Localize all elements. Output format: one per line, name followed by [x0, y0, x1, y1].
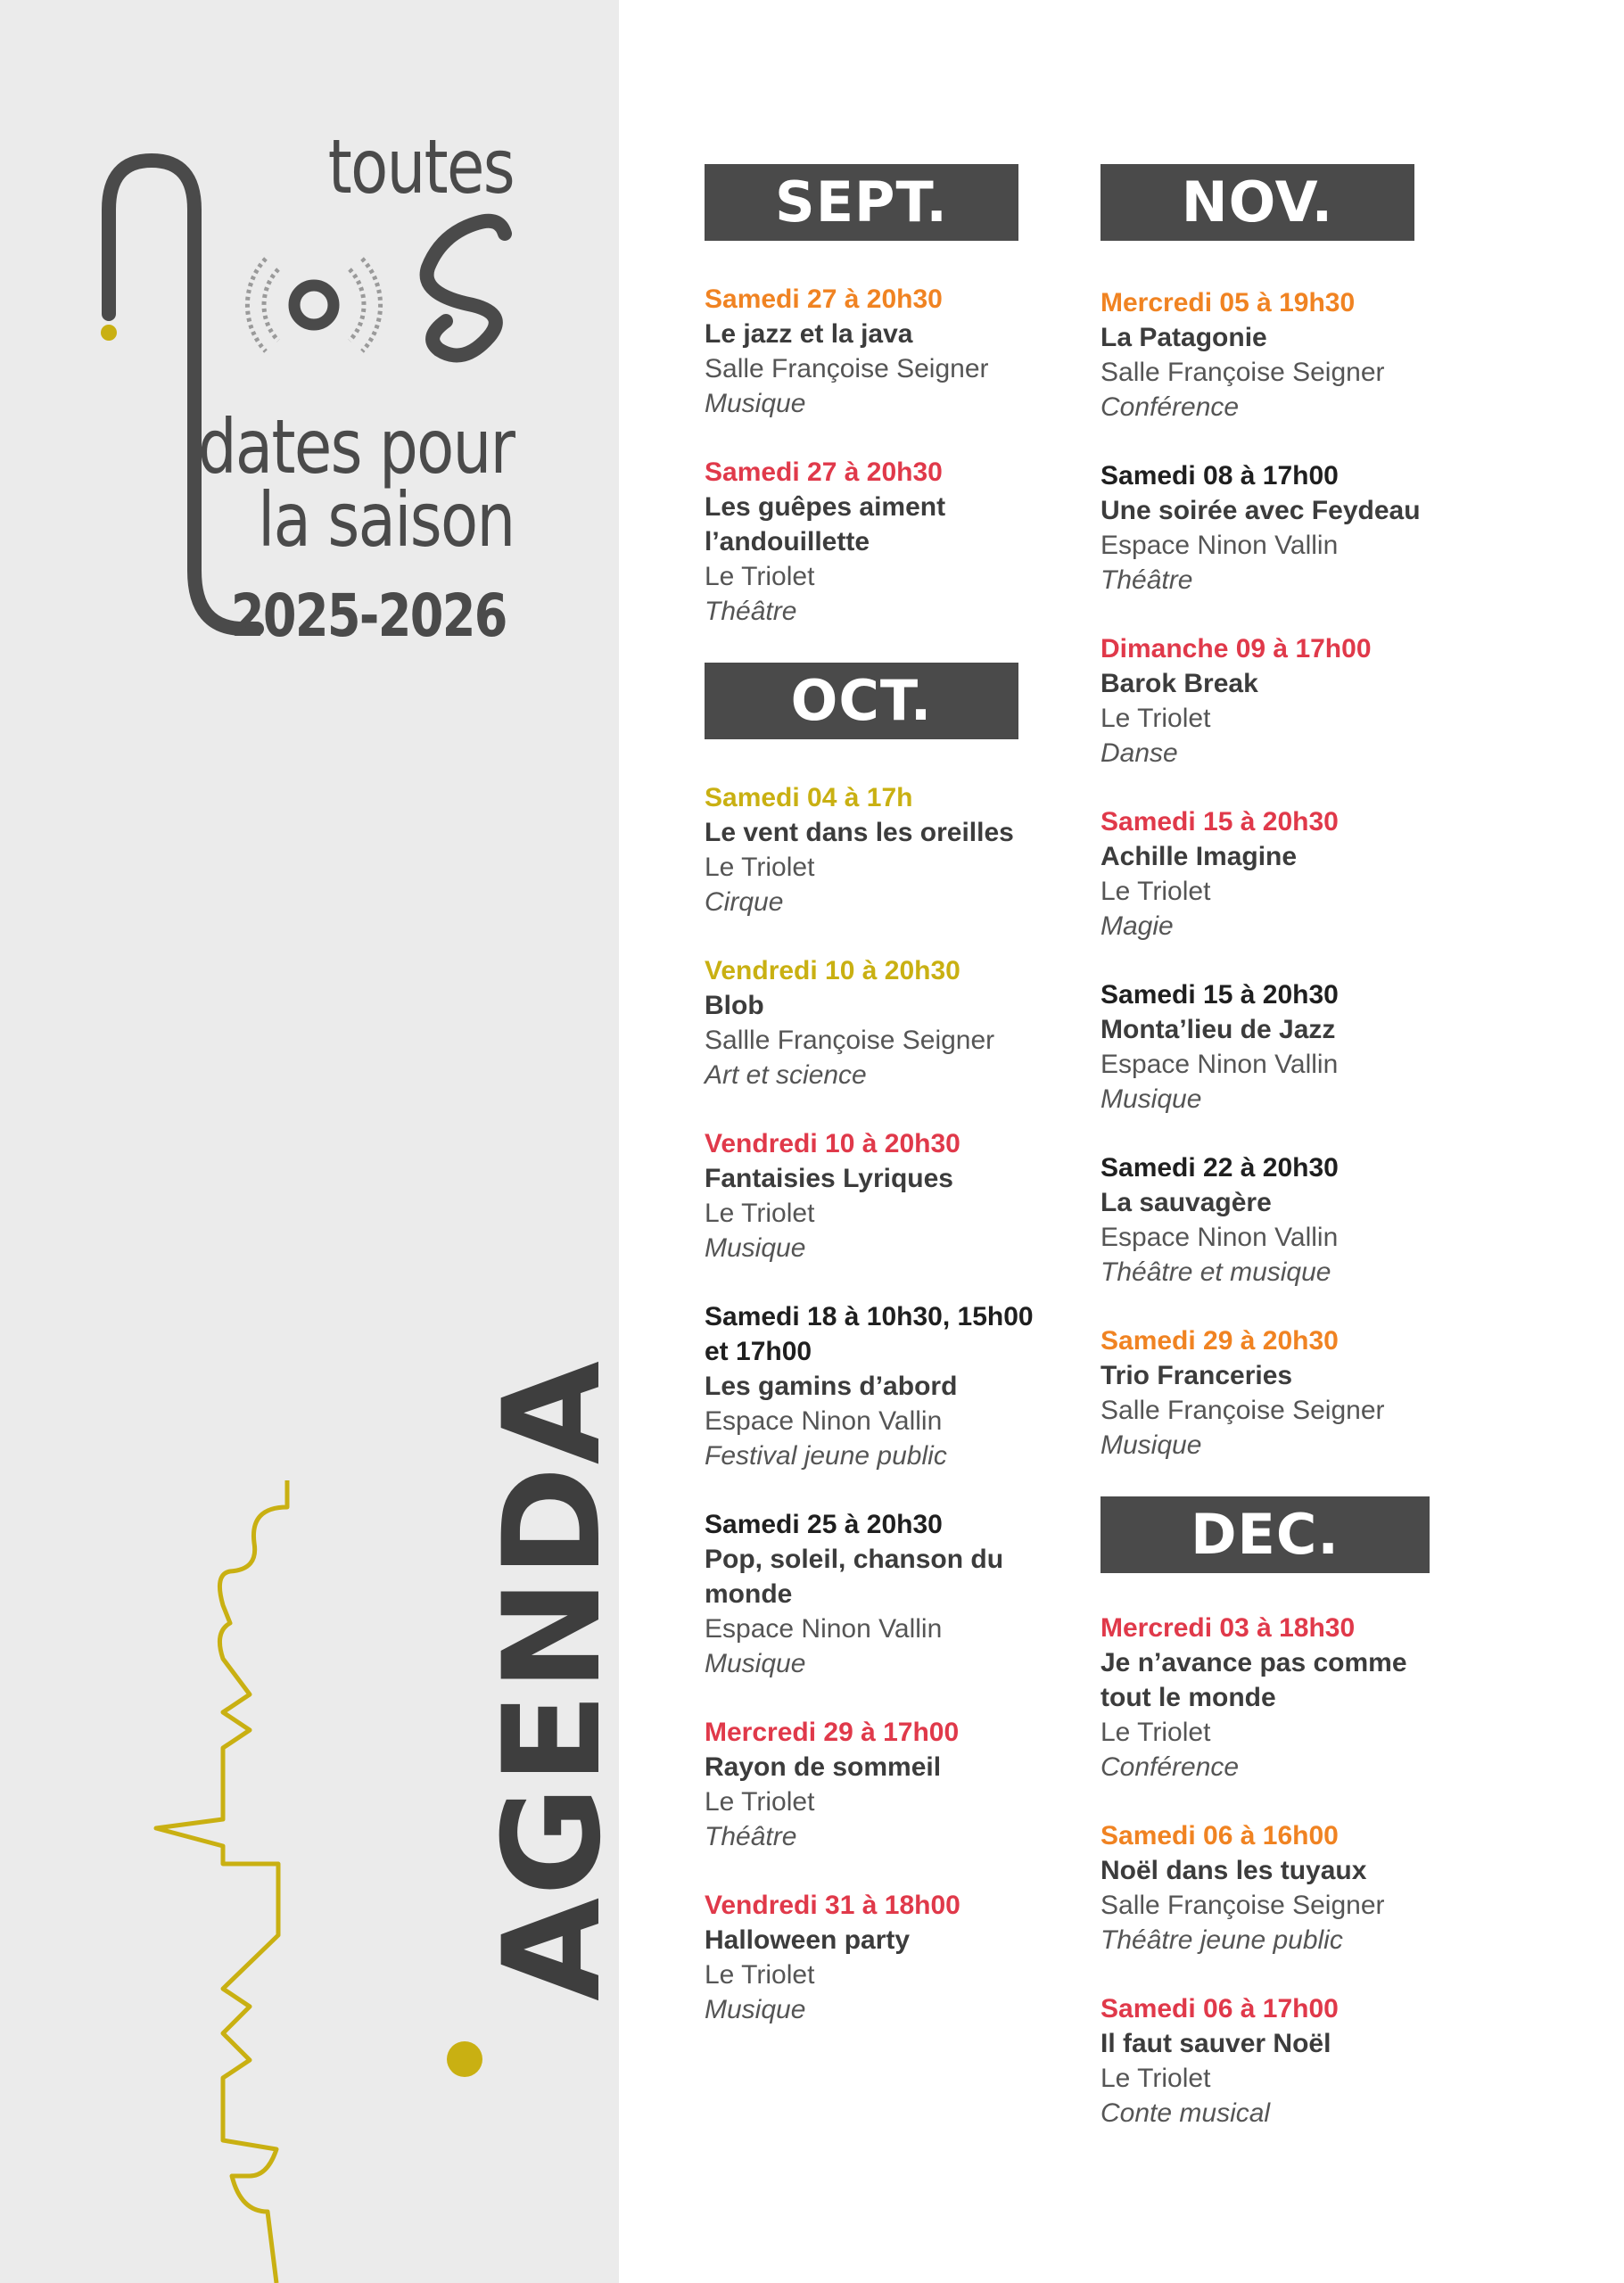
event-title: Achille Imagine	[1101, 842, 1298, 871]
event-title: Monta’lieu de Jazz	[1101, 1015, 1336, 1044]
event-venue: Le Triolet	[705, 562, 815, 591]
event-genre: Cirque	[705, 887, 784, 917]
agenda-column-left	[705, 164, 1043, 2061]
event-date: Samedi 22 à 20h30	[1101, 1153, 1339, 1183]
event-venue: Salle Françoise Seigner	[1101, 358, 1385, 387]
event-venue: Salle Françoise Seigner	[705, 354, 989, 383]
event-genre: Théâtre	[705, 1822, 797, 1851]
event-genre: Magie	[1101, 911, 1174, 941]
event-title: Une soirée avec Feydeau	[1101, 496, 1421, 525]
event-item	[705, 282, 1043, 421]
title-line-2: dates pour	[197, 403, 514, 490]
event-list-oct	[705, 780, 1043, 2027]
event-genre: Musique	[705, 389, 806, 418]
event-title: Blob	[705, 991, 764, 1020]
event-list-dec	[1101, 1611, 1457, 2131]
title-line-3: la saison	[257, 476, 514, 564]
event-venue: Le Triolet	[1101, 704, 1211, 733]
event-item	[1101, 285, 1457, 424]
event-item	[1101, 1818, 1457, 1957]
agenda-column-right	[1101, 164, 1457, 2164]
event-genre: Musique	[705, 1649, 806, 1678]
event-item	[705, 1507, 1043, 1681]
event-item	[1101, 804, 1457, 944]
event-date: Samedi 27 à 20h30	[705, 457, 943, 487]
event-title: Halloween party	[705, 1925, 911, 1955]
event-venue: Espace Ninon Vallin	[1101, 531, 1339, 560]
event-genre: Théâtre jeune public	[1101, 1925, 1343, 1955]
event-venue: Salle Françoise Seigner	[1101, 1396, 1385, 1425]
month-header-oct: OCT.	[705, 663, 1018, 739]
event-item	[705, 1715, 1043, 1854]
logo-s-icon	[427, 221, 505, 356]
event-date: Vendredi 10 à 20h30	[705, 1129, 960, 1158]
event-list-sept	[705, 282, 1043, 629]
event-genre: Théâtre	[705, 597, 797, 626]
event-item	[705, 455, 1043, 629]
month-header-dec: DEC.	[1101, 1496, 1430, 1573]
event-title: Fantaisies Lyriques	[705, 1164, 953, 1193]
event-item	[705, 953, 1043, 1092]
event-item	[705, 780, 1043, 919]
event-title: Les guêpes aiment l’andouillette	[705, 492, 946, 556]
agenda-label: AGENDA	[475, 1359, 631, 2001]
event-title: Il faut sauver Noël	[1101, 2029, 1331, 2058]
event-item	[1101, 1323, 1457, 1463]
event-venue: Espace Ninon Vallin	[1101, 1050, 1339, 1079]
event-genre: Danse	[1101, 738, 1178, 768]
event-title: Les gamins d’abord	[705, 1372, 958, 1401]
event-date: Samedi 25 à 20h30	[705, 1510, 943, 1539]
event-title: La Patagonie	[1101, 323, 1267, 352]
event-date: Samedi 06 à 17h00	[1101, 1994, 1339, 2023]
season-label: 2025-2026	[231, 581, 507, 650]
event-venue: Le Triolet	[1101, 1718, 1211, 1747]
event-title: Barok Break	[1101, 669, 1258, 698]
event-genre: Art et science	[705, 1060, 867, 1090]
event-venue: Le Triolet	[705, 1787, 815, 1817]
event-venue: Espace Ninon Vallin	[705, 1406, 943, 1436]
event-item	[705, 1888, 1043, 2027]
event-item	[705, 1299, 1043, 1473]
event-title: Le vent dans les oreilles	[705, 818, 1014, 847]
event-date: Samedi 18 à 10h30, 15h00 et 17h00	[705, 1302, 1034, 1366]
event-venue: Salle Françoise Seigner	[1101, 1891, 1385, 1920]
event-genre: Festival jeune public	[705, 1441, 947, 1471]
event-date: Samedi 08 à 17h00	[1101, 461, 1339, 490]
event-date: Samedi 29 à 20h30	[1101, 1326, 1339, 1356]
month-header-nov: NOV.	[1101, 164, 1414, 241]
event-genre: Théâtre	[1101, 565, 1193, 595]
event-title: Trio Franceries	[1101, 1361, 1293, 1390]
sound-wave-logo-icon	[247, 259, 380, 351]
event-genre: Musique	[705, 1995, 806, 2024]
event-genre: Conférence	[1101, 1752, 1240, 1782]
event-item	[1101, 631, 1457, 771]
event-venue: Le Triolet	[705, 1960, 815, 1990]
event-date: Mercredi 05 à 19h30	[1101, 288, 1356, 317]
event-genre: Musique	[1101, 1084, 1202, 1114]
event-venue: Sallle Françoise Seigner	[705, 1026, 995, 1055]
event-date: Mercredi 29 à 17h00	[705, 1718, 960, 1747]
event-venue: Le Triolet	[1101, 2064, 1211, 2093]
event-title: Noël dans les tuyaux	[1101, 1856, 1367, 1885]
event-date: Vendredi 10 à 20h30	[705, 956, 960, 985]
event-venue: Le Triolet	[705, 1199, 815, 1228]
event-venue: Le Triolet	[1101, 877, 1211, 906]
event-date: Samedi 04 à 17h	[705, 783, 913, 812]
event-list-nov	[1101, 285, 1457, 1463]
event-title: Pop, soleil, chanson du monde	[705, 1545, 1004, 1609]
event-item	[1101, 458, 1457, 598]
event-genre: Musique	[1101, 1430, 1202, 1460]
agenda-dot	[447, 2041, 482, 2077]
event-date: Samedi 27 à 20h30	[705, 284, 943, 314]
event-date: Mercredi 03 à 18h30	[1101, 1613, 1356, 1643]
event-date: Vendredi 31 à 18h00	[705, 1891, 960, 1920]
event-venue: Espace Ninon Vallin	[705, 1614, 943, 1644]
event-item	[705, 1126, 1043, 1265]
event-genre: Musique	[705, 1233, 806, 1263]
event-date: Dimanche 09 à 17h00	[1101, 634, 1372, 663]
event-genre: Conte musical	[1101, 2098, 1271, 2128]
month-header-sept: SEPT.	[705, 164, 1018, 241]
event-date: Samedi 06 à 16h00	[1101, 1821, 1339, 1850]
event-item	[1101, 977, 1457, 1117]
logo-hook-icon	[101, 161, 257, 629]
event-venue: Le Triolet	[705, 853, 815, 882]
event-item	[1101, 1611, 1457, 1784]
title-line-1: toutes	[327, 123, 514, 210]
event-item	[1101, 1991, 1457, 2131]
event-title: Rayon de sommeil	[705, 1752, 942, 1782]
event-title: Je n’avance pas comme tout le monde	[1101, 1648, 1407, 1712]
event-genre: Conférence	[1101, 392, 1240, 422]
skyline-line-art-icon	[156, 1480, 287, 2283]
event-genre: Théâtre et musique	[1101, 1257, 1331, 1287]
event-title: La sauvagère	[1101, 1188, 1272, 1217]
event-date: Samedi 15 à 20h30	[1101, 807, 1339, 837]
event-venue: Espace Ninon Vallin	[1101, 1223, 1339, 1252]
event-item	[1101, 1150, 1457, 1290]
event-title: Le jazz et la java	[705, 319, 913, 349]
event-date: Samedi 15 à 20h30	[1101, 980, 1339, 1010]
